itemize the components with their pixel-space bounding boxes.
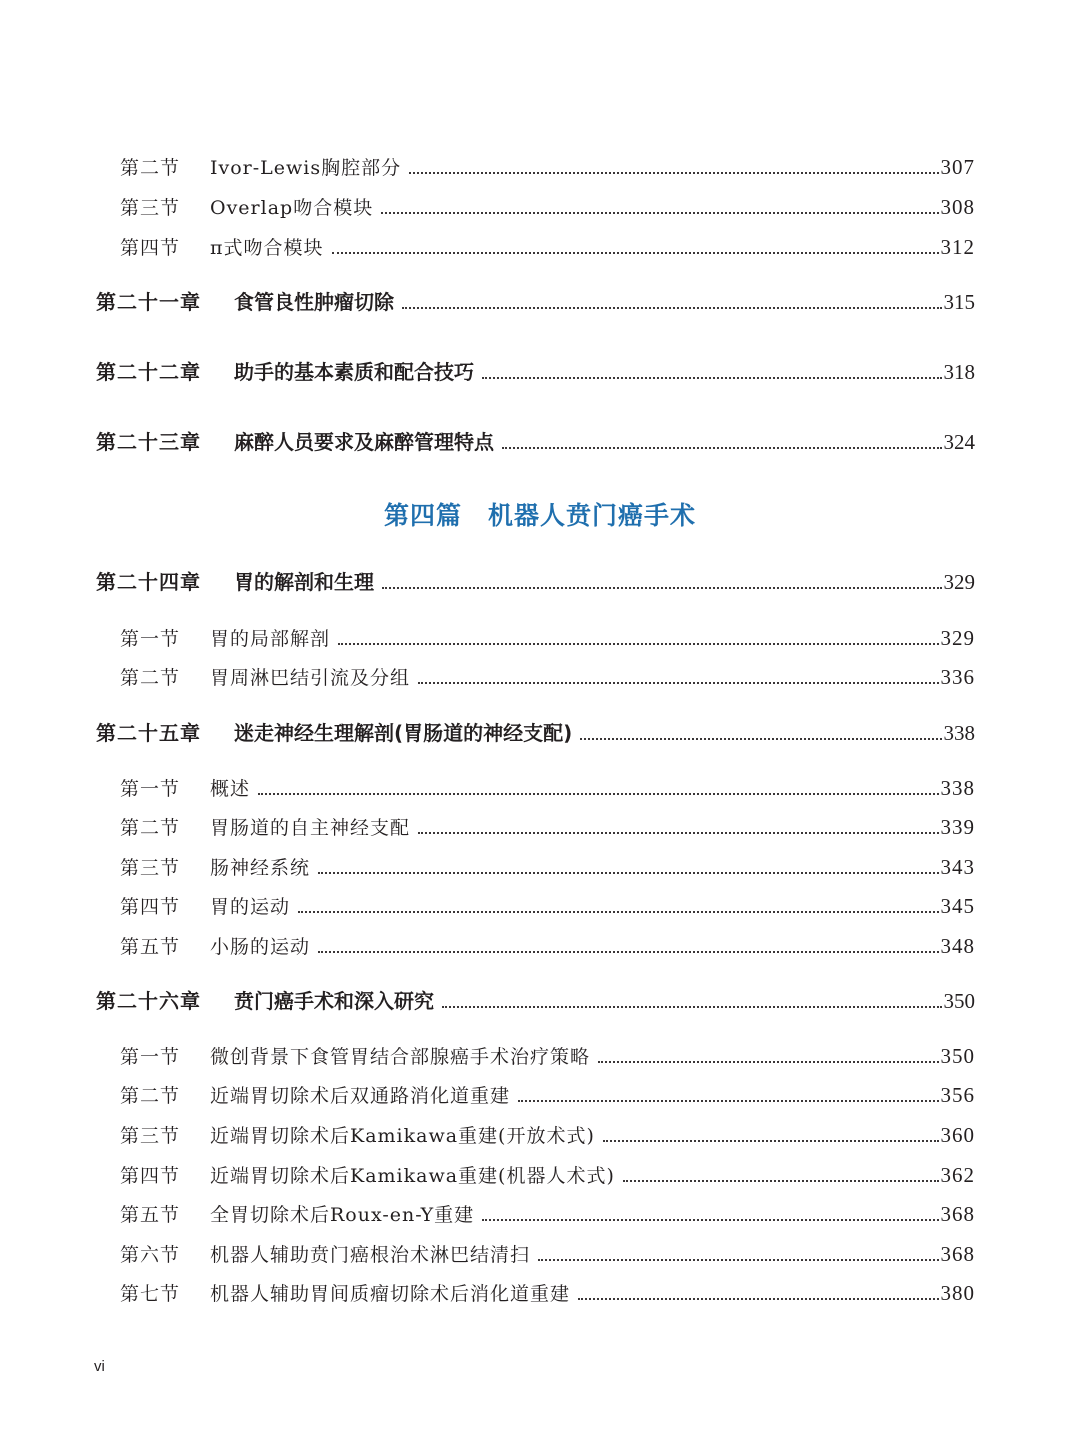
dot-leader <box>318 951 938 953</box>
toc-entry[interactable] <box>120 810 975 840</box>
toc-entry[interactable] <box>120 850 975 880</box>
dot-leader <box>598 1061 938 1063</box>
dot-leader <box>418 832 938 834</box>
toc-entry[interactable] <box>120 1237 975 1267</box>
entry-page: 329 <box>940 626 975 650</box>
toc-entry[interactable] <box>120 929 975 959</box>
dot-leader <box>603 1140 939 1142</box>
dot-leader <box>409 172 938 174</box>
entry-label: 第六节 <box>120 1244 181 1266</box>
entry-page: 308 <box>940 195 975 219</box>
chapter-label: 第二十二章 <box>96 360 201 384</box>
entry-title: π式吻合模块 <box>210 237 324 259</box>
entry-page: 348 <box>940 934 975 958</box>
entry-title: Ivor-Lewis胸腔部分 <box>210 157 402 179</box>
entry-label: 第五节 <box>120 936 181 958</box>
chapter-title: 胃的解剖和生理 <box>234 570 374 594</box>
chapter-label: 第二十四章 <box>96 570 201 594</box>
toc-entry[interactable] <box>120 150 975 180</box>
entry-page: 339 <box>940 815 975 839</box>
toc-entry[interactable] <box>120 1118 975 1148</box>
toc-chapter[interactable] <box>96 425 975 455</box>
entry-label: 第三节 <box>120 197 181 219</box>
entry-label: 第三节 <box>120 857 181 879</box>
entry-title: 机器人辅助胃间质瘤切除术后消化道重建 <box>210 1283 571 1305</box>
chapter-page: 338 <box>943 721 975 745</box>
entry-label: 第二节 <box>120 667 181 689</box>
entry-page: 307 <box>940 155 975 179</box>
chapter-label: 第二十三章 <box>96 430 201 454</box>
toc-chapter[interactable] <box>96 285 975 315</box>
chapter-page: 350 <box>943 989 975 1013</box>
entry-page: 338 <box>940 776 975 800</box>
entry-title: 肠神经系统 <box>210 857 311 879</box>
entry-page: 336 <box>940 665 975 689</box>
toc-entry[interactable] <box>120 621 975 651</box>
entry-label: 第三节 <box>120 1125 181 1147</box>
entry-title: 近端胃切除术后Kamikawa重建(开放术式) <box>210 1125 595 1147</box>
toc-chapter[interactable] <box>96 984 975 1014</box>
toc-entry[interactable] <box>120 771 975 801</box>
entry-title: 胃周淋巴结引流及分组 <box>210 667 411 689</box>
toc-chapter[interactable] <box>96 716 975 746</box>
dot-leader <box>418 682 938 684</box>
toc-chapter[interactable] <box>96 565 975 595</box>
dot-leader <box>382 587 942 589</box>
dot-leader <box>623 1180 939 1182</box>
entry-page: 350 <box>940 1044 975 1068</box>
chapter-label: 第二十一章 <box>96 290 201 314</box>
toc-chapter[interactable] <box>96 355 975 385</box>
entry-page: 360 <box>940 1123 975 1147</box>
entry-label: 第一节 <box>120 1046 181 1068</box>
entry-title: 近端胃切除术后双通路消化道重建 <box>210 1085 511 1107</box>
entry-label: 第二节 <box>120 817 181 839</box>
entry-page: 362 <box>940 1163 975 1187</box>
entry-title: Overlap吻合模块 <box>210 197 374 219</box>
entry-label: 第四节 <box>120 237 181 259</box>
dot-leader <box>442 1006 942 1008</box>
entry-title: 全胃切除术后Roux-en-Y重建 <box>210 1204 475 1226</box>
entry-title: 胃的局部解剖 <box>210 628 331 650</box>
dot-leader <box>381 212 938 214</box>
entry-label: 第五节 <box>120 1204 181 1226</box>
chapter-title: 食管良性肿瘤切除 <box>234 290 394 314</box>
part-title: 机器人贲门癌手术 <box>488 501 697 530</box>
toc-entry[interactable] <box>120 190 975 220</box>
chapter-page: 324 <box>943 430 975 454</box>
part-heading <box>0 496 1080 532</box>
chapter-title: 麻醉人员要求及麻醉管理特点 <box>234 430 494 454</box>
dot-leader <box>578 1298 938 1300</box>
dot-leader <box>332 252 939 254</box>
toc-entry[interactable] <box>120 1197 975 1227</box>
chapter-title: 迷走神经生理解剖(胃肠道的神经支配) <box>234 721 573 745</box>
chapter-page: 315 <box>943 290 975 314</box>
entry-page: 368 <box>940 1202 975 1226</box>
entry-label: 第一节 <box>120 628 181 650</box>
entry-title: 小肠的运动 <box>210 936 311 958</box>
entry-label: 第一节 <box>120 778 181 800</box>
entry-page: 368 <box>940 1242 975 1266</box>
chapter-title: 贲门癌手术和深入研究 <box>234 989 434 1013</box>
dot-leader <box>538 1259 938 1261</box>
entry-title: 微创背景下食管胃结合部腺癌手术治疗策略 <box>210 1046 591 1068</box>
entry-page: 312 <box>940 235 975 259</box>
entry-page: 380 <box>940 1281 975 1305</box>
dot-leader <box>518 1100 938 1102</box>
toc-entry[interactable] <box>120 1078 975 1108</box>
entry-title: 近端胃切除术后Kamikawa重建(机器人术式) <box>210 1165 615 1187</box>
dot-leader <box>482 377 942 379</box>
entry-page: 343 <box>940 855 975 879</box>
toc-entry[interactable] <box>120 1276 975 1306</box>
chapter-title: 助手的基本素质和配合技巧 <box>234 360 474 384</box>
entry-title: 机器人辅助贲门癌根治术淋巴结清扫 <box>210 1244 531 1266</box>
entry-label: 第七节 <box>120 1283 181 1305</box>
part-label: 第四篇 <box>383 501 462 530</box>
toc-entry[interactable] <box>120 660 975 690</box>
entry-page: 345 <box>940 894 975 918</box>
dot-leader <box>338 643 938 645</box>
page-number: vi <box>94 1358 105 1375</box>
dot-leader <box>482 1219 938 1221</box>
toc-entry[interactable] <box>120 1158 975 1188</box>
entry-title: 胃的运动 <box>210 896 291 918</box>
chapter-label: 第二十六章 <box>96 989 201 1013</box>
entry-label: 第二节 <box>120 157 181 179</box>
dot-leader <box>318 872 938 874</box>
dot-leader <box>402 307 942 309</box>
dot-leader <box>298 911 938 913</box>
entry-title: 概述 <box>210 778 251 800</box>
toc-entry[interactable] <box>120 1039 975 1069</box>
chapter-page: 329 <box>943 570 975 594</box>
chapter-label: 第二十五章 <box>96 721 201 745</box>
chapter-page: 318 <box>943 360 975 384</box>
toc-entry[interactable] <box>120 889 975 919</box>
entry-label: 第二节 <box>120 1085 181 1107</box>
dot-leader <box>502 447 942 449</box>
dot-leader <box>580 738 941 740</box>
entry-page: 356 <box>940 1083 975 1107</box>
dot-leader <box>258 793 938 795</box>
entry-label: 第四节 <box>120 896 181 918</box>
toc-entry[interactable] <box>120 230 975 260</box>
entry-title: 胃肠道的自主神经支配 <box>210 817 411 839</box>
entry-label: 第四节 <box>120 1165 181 1187</box>
